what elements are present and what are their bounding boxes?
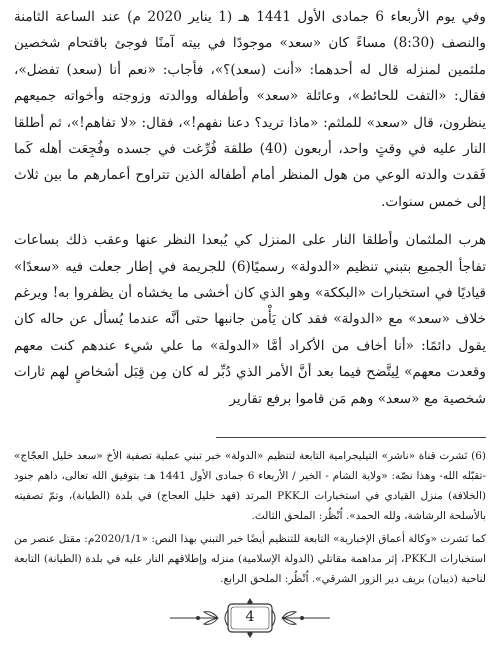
- footnotes: [14, 446, 486, 589]
- footnote-6: (6) نَشرت قناة «ناشر» التيليجرامية التابعة لتنظيم «الدولة» خبر تبني عملية تصفية الأخ «سعد خليل العجّاج» -تقبّله الله- وهذا نصّه: «ولاية الشام - الخير / الأربعاء 6 جمادى الأول 1441 هـ: بتوفيق الله تعالى، داهم جنود (الخلافة) منزل القيادي في استخبارات الـPKK المرتد (فهد خليل العجاج) في بلدة (الطيانة)، وتمّ تصفيته بالأسلحة الرشاشة، ولله الحمد». اُنْظُر: الملحق الثالث.: [14, 450, 486, 522]
- paragraph-1: وفي يوم الأربعاء 6 جمادى الأول 1441 هـ (1 يناير 2020 م) عند الساعة الثامنة والنصف (8:30) مساءً كان «سعد» موجودًا في بيته آمنًا فوجئ باقتحام شخصين ملثمين لمنزله قال له أحدهما: «أنت (سعد)؟»، فأجاب: «نعم أنا (سعد) تفضل»، فقال: «التفت للحائط»، وعائلة «سعد» وأطفاله ووالدته وزوجته وأخواته جميعهم ينظرون، قال «سعد» للملثم: «ماذا تريد؟ دعنا نفهم!»، فقال: «لا تفاهم!»، ثم أطلقا النار عليه في وقتٍ واحد، أربعون (40) طلقة فُرِّغت في جسده وفُجِعَت أهله كَما فَقدت والدته الوعي من هول المنظر أمام أطفاله الذين تتراوح أعمارهم ما بين ثلاث إلى خمس سنوات.: [14, 9, 487, 210]
- paragraph-2: هرب الملثمان وأطلقا النار على المنزل كي يُبعدا النظر عنها وعقب ذلك بساعات تفاجأ الجميع بتبني تنظيم «الدولة» رسميًا(6) للجريمة في إطار جعلت فيه «سعدًا» قياديًا في استخبارات «البككة» وهو الذي كان أخشى ما يخشاه أن يظفروا به! ويرغم خلاف «سعد» مع «الدولة» فقد كان يَأْمن جانبها حتى أنَّه عندما يُسأل عن حاله كان يقول دائمًا: «أنا أخاف من الأكراد أمَّا «الدولة» ما علي شيء عندهم كنت معهم وقعدت معهم» لِيتَّضح فيما بعد أنَّ الأمر الذي دُبِّر له كان مِن قِبَل أشخاصٍ لهم ثارات شخصية مع «سعد» وهم مَن قاموا برفع تقارير: [14, 232, 486, 407]
- main-text: [14, 4, 486, 412]
- page-number: 4: [245, 609, 255, 625]
- footnote-separator: [216, 437, 486, 438]
- footnote-6-continued: كما نَشرت «وكالة أعماق الإخبارية» التابعة للتنظيم أيضًا خبر التبني بهذا النص: «2020/1/1م: مقتل عنصر من استخبارات الـPKK، إثر مداهمة مقاتلي (الدولة الإسلامية) منزله وإطلاقهم النار عليه في بلدة (الطيانة) التابعة لناحية (ذيبان) بريف دير الزور الشرقي». اُنْظُر: الملحق الرابع.: [14, 533, 487, 585]
- page-footer-ornament: [168, 596, 332, 640]
